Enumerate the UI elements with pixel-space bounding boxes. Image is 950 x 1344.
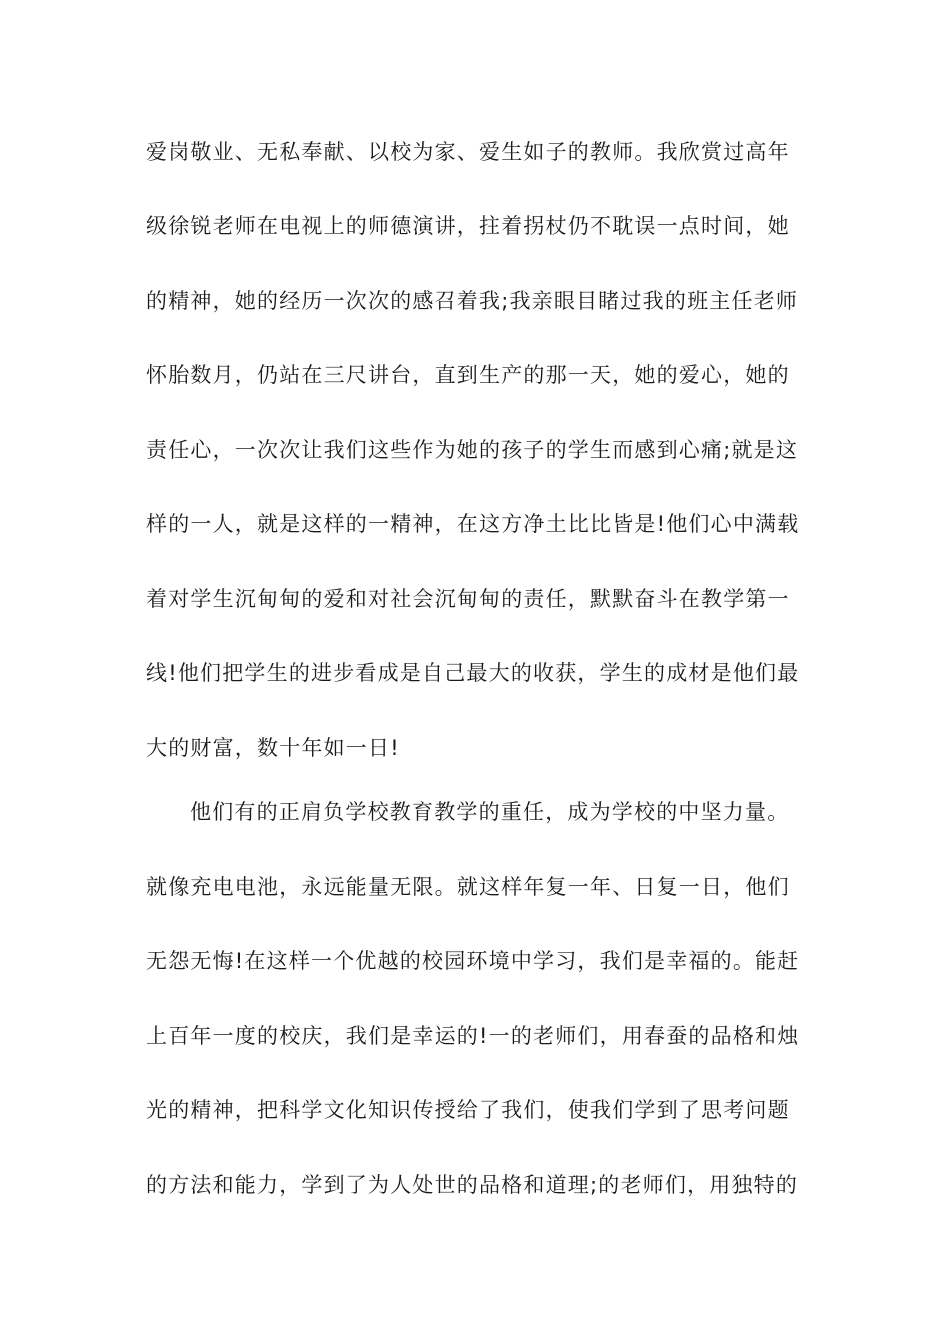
text-line: 责任心，一次次让我们这些作为她的孩子的学生而感到心痛;就是这 (146, 438, 799, 462)
text-line: 着对学生沉甸甸的爱和对社会沉甸甸的责任，默默奋斗在教学第一 (146, 587, 790, 611)
text-line: 的方法和能力，学到了为人处世的品格和道理;的老师们，用独特的 (146, 1173, 799, 1197)
text-line: 光的精神，把科学文化知识传授给了我们，使我们学到了思考问题 (146, 1098, 790, 1122)
text-line: 无怨无悔!在这样一个优越的校园环境中学习，我们是幸福的。能赶 (146, 949, 800, 973)
text-line: 爱岗敬业、无私奉献、以校为家、爱生如子的教师。我欣赏过高年 (146, 140, 790, 164)
text-line: 他们有的正肩负学校教育教学的重任，成为学校的中坚力量。 (190, 800, 790, 824)
text-line: 就像充电电池，永远能量无限。就这样年复一年、日复一日，他们 (146, 875, 790, 899)
text-line: 样的一人，就是这样的一精神，在这方净土比比皆是!他们心中满载 (146, 512, 800, 536)
text-line: 上百年一度的校庆，我们是幸运的!一的老师们，用春蚕的品格和烛 (146, 1024, 800, 1048)
text-line: 大的财富，数十年如一日! (146, 736, 400, 760)
text-line: 怀胎数月，仍站在三尺讲台，直到生产的那一天，她的爱心，她的 (146, 363, 790, 387)
text-line: 线!他们把学生的进步看成是自己最大的收获，学生的成材是他们最 (146, 661, 800, 685)
text-line: 级徐锐老师在电视上的师德演讲，拄着拐杖仍不耽误一点时间，她 (146, 214, 790, 238)
text-line: 的精神，她的经历一次次的感召着我;我亲眼目睹过我的班主任老师 (146, 289, 799, 313)
